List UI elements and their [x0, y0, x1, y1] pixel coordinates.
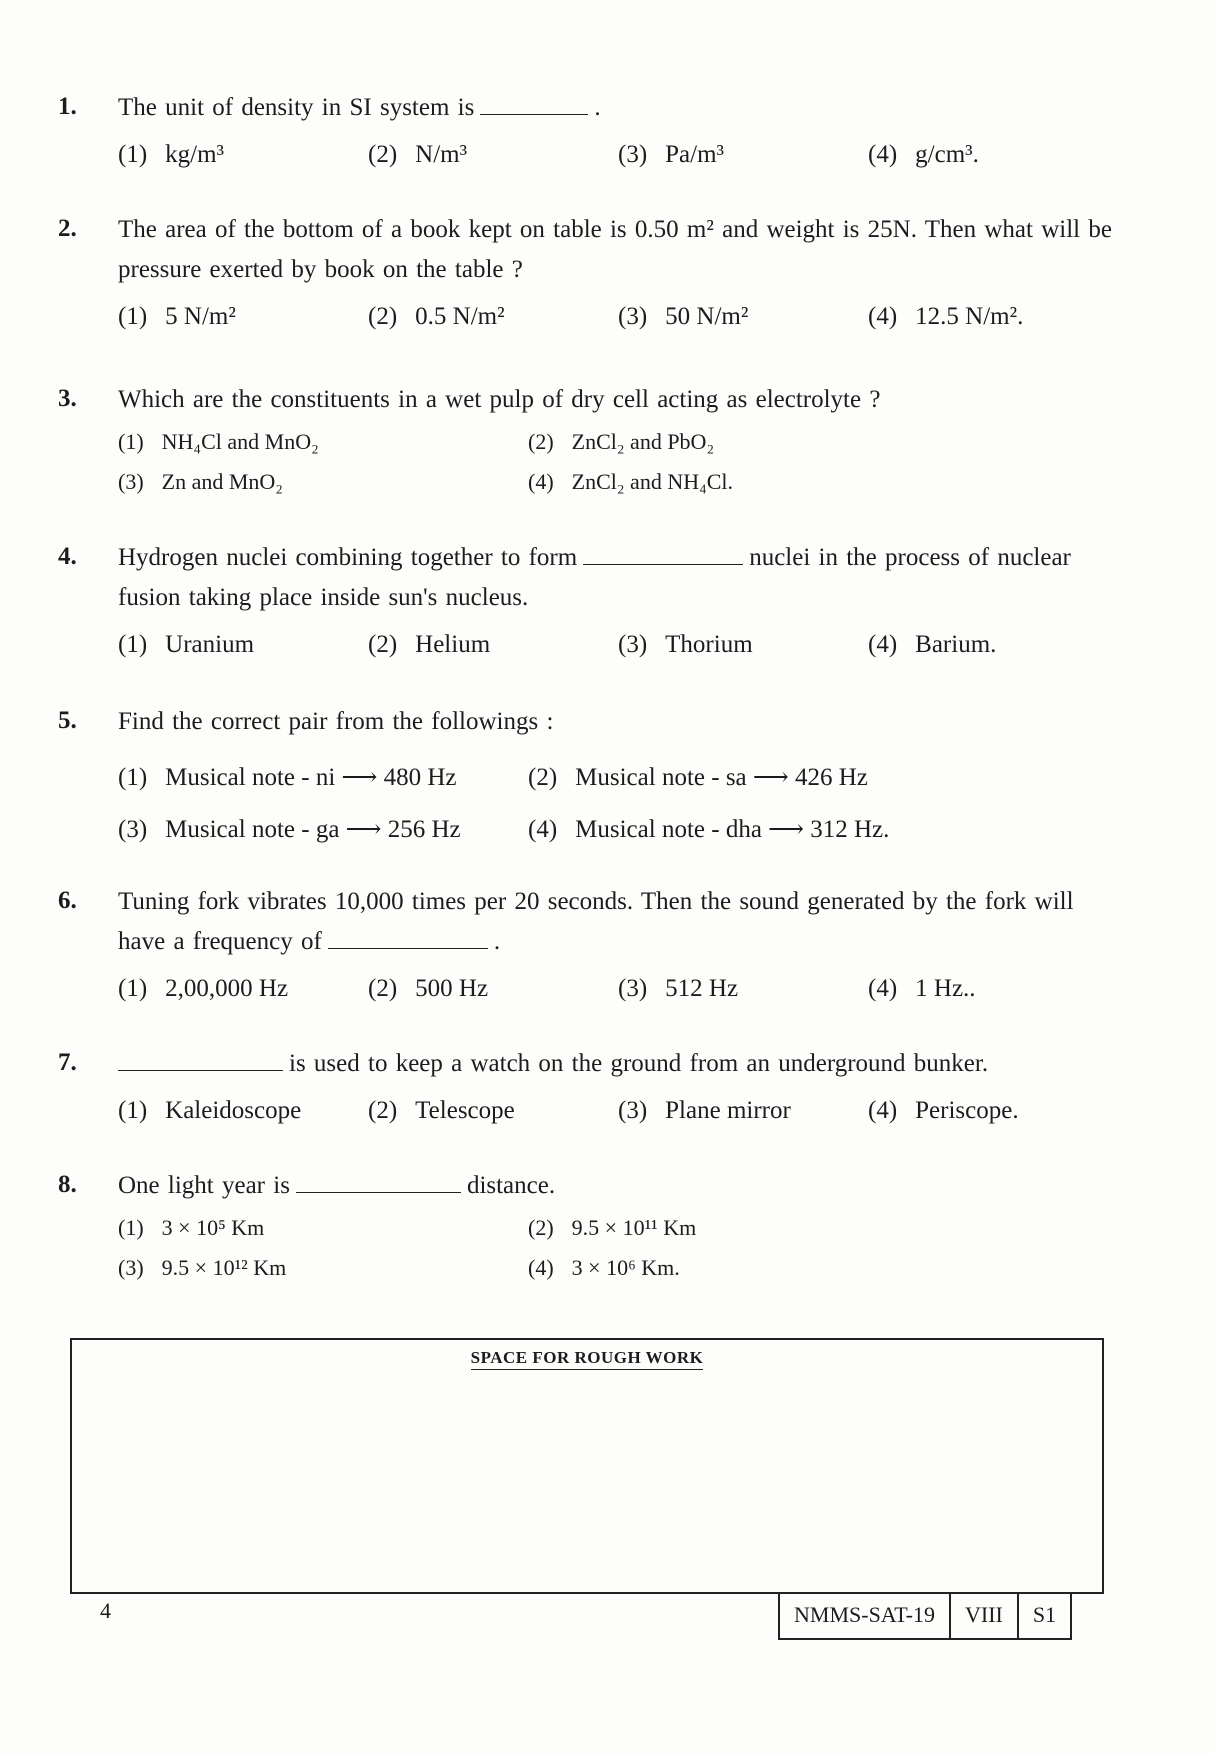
question-text: The area of the bottom of a book kept on table is 0.50 m² and weight is 25N. Then what will be pressure exerted by book on the table ?: [118, 216, 1112, 283]
options-row: [118, 140, 1118, 170]
question-text: The unit of density in SI system is .: [118, 94, 601, 121]
page-number: 4: [100, 1598, 111, 1623]
option-2: (2) 500 Hz: [368, 975, 489, 1002]
option-1: (1) NH₄Cl and MnO₂: [118, 428, 319, 454]
option-2: (2) ZnCl₂ and PbO₂: [528, 428, 715, 454]
options-grid: [118, 752, 1118, 856]
question-number: 4.: [58, 543, 77, 570]
option-4: (4) ZnCl₂ and NH₄Cl.: [528, 468, 734, 494]
question-6: [58, 882, 1118, 1004]
series-code: S1: [1017, 1594, 1070, 1638]
option-1: (1) 2,00,000 Hz: [118, 975, 289, 1002]
option-4: (4) Periscope.: [868, 1097, 1019, 1124]
option-4: (4) 3 × 10⁶ Km.: [528, 1254, 680, 1280]
answer-blank: [118, 1069, 283, 1071]
question-number: 5.: [58, 707, 77, 734]
options-grid: [118, 1208, 1118, 1288]
question-1: [58, 88, 1118, 170]
question-text: Tuning fork vibrates 10,000 times per 20 seconds. Then the sound generated by the fork will have a frequency of .: [118, 888, 1074, 955]
option-1: (1) Uranium: [118, 631, 255, 658]
option-2: (2) N/m³: [368, 141, 468, 168]
option-3: (3) 50 N/m²: [618, 303, 749, 330]
rough-work-title: SPACE FOR ROUGH WORK: [72, 1348, 1102, 1368]
option-4: (4) Musical note - dha ⟶ 312 Hz.: [528, 816, 890, 843]
question-2: [58, 210, 1118, 332]
option-2: (2) Helium: [368, 631, 491, 658]
question-4: [58, 538, 1118, 660]
question-text: Hydrogen nuclei combining together to form nuclei in the process of nuclear fusion taking place inside sun's nucleus.: [118, 544, 1071, 611]
option-1: (1) 5 N/m²: [118, 303, 236, 330]
exam-code-box: [778, 1592, 1072, 1640]
option-3: (3) Zn and MnO₂: [118, 468, 283, 494]
question-5: [58, 702, 1118, 856]
options-row: [118, 302, 1118, 332]
option-2: (2) 0.5 N/m²: [368, 303, 505, 330]
option-1: (1) 3 × 10⁵ Km: [118, 1214, 265, 1240]
option-1: (1) Musical note - ni ⟶ 480 Hz: [118, 764, 457, 791]
option-2: (2) Musical note - sa ⟶ 426 Hz: [528, 764, 868, 791]
question-7: [58, 1044, 1118, 1126]
option-4: (4) g/cm³.: [868, 141, 979, 168]
question-text: One light year is distance.: [118, 1172, 556, 1199]
option-1: (1) kg/m³: [118, 141, 225, 168]
question-number: 8.: [58, 1171, 77, 1198]
option-3: (3) Plane mirror: [618, 1097, 791, 1124]
option-2: (2) Telescope: [368, 1097, 515, 1124]
question-text: Find the correct pair from the followings :: [118, 708, 554, 735]
options-row: [118, 1096, 1118, 1126]
question-number: 1.: [58, 93, 77, 120]
options-row: [118, 974, 1118, 1004]
question-text: Which are the constituents in a wet pulp of dry cell acting as electrolyte ?: [118, 386, 881, 413]
answer-blank: [480, 113, 588, 115]
option-4: (4) Barium.: [868, 631, 997, 658]
option-3: (3) Musical note - ga ⟶ 256 Hz: [118, 816, 461, 843]
option-1: (1) Kaleidoscope: [118, 1097, 302, 1124]
exam-code: NMMS-SAT-19: [794, 1602, 936, 1627]
question-3: [58, 380, 1118, 502]
option-3: (3) Pa/m³: [618, 141, 725, 168]
question-8: [58, 1166, 1118, 1288]
question-number: 3.: [58, 385, 77, 412]
option-4: (4) 1 Hz..: [868, 975, 976, 1002]
question-number: 6.: [58, 887, 77, 914]
question-number: 7.: [58, 1049, 77, 1076]
option-3: (3) Thorium: [618, 631, 753, 658]
question-number: 2.: [58, 215, 77, 242]
answer-blank: [328, 947, 488, 949]
class-code: VIII: [949, 1594, 1017, 1638]
option-2: (2) 9.5 × 10¹¹ Km: [528, 1214, 697, 1240]
answer-blank: [583, 563, 743, 565]
option-3: (3) 9.5 × 10¹² Km: [118, 1254, 287, 1280]
question-text: is used to keep a watch on the ground from an underground bunker.: [118, 1044, 1118, 1084]
options-grid: [118, 422, 1118, 502]
options-row: [118, 630, 1118, 660]
option-4: (4) 12.5 N/m².: [868, 303, 1024, 330]
option-3: (3) 512 Hz: [618, 975, 739, 1002]
answer-blank: [296, 1191, 461, 1193]
rough-work-box: [70, 1338, 1104, 1594]
